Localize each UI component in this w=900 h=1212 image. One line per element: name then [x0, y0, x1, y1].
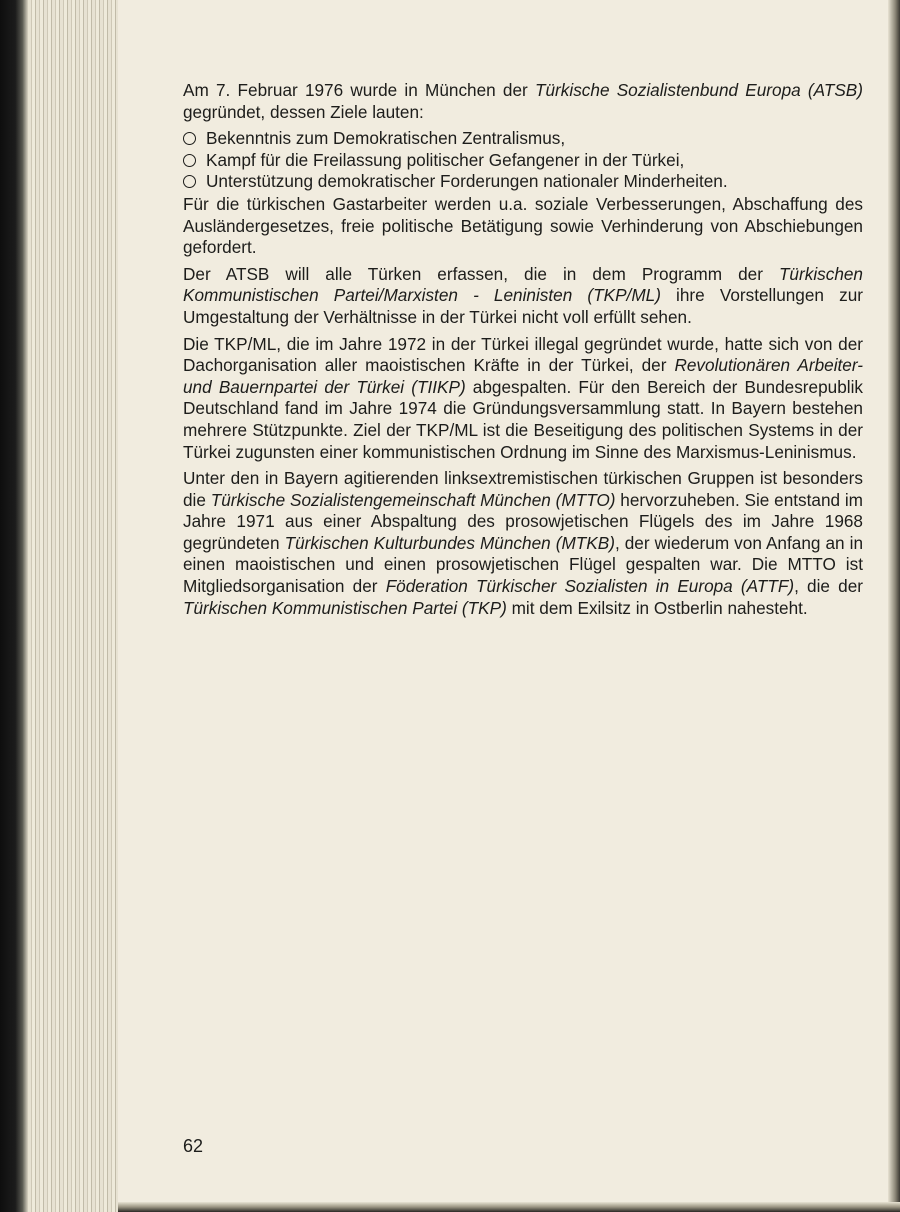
paragraph-mtto: Unter den in Bayern agitierenden linksextremistischen türkischen Gruppen ist besonders die Türkische Sozialistengemeinschaft München (MTTO) hervorzuheben. Sie entstand im Jahre 1971 aus einer Abspaltung des prosowjetischen Flügels des im Jahre 1968 gegründeten Türkischen Kulturbundes München (MTKB), der wiederum von Anfang an in einen maoistischen und einen prosowjetischen Flügel gespalten war. Die MTTO ist Mitgliedsorganisation der Föderation Türkischer Sozialisten in Europa (ATTF), die der Türkischen Kommunistischen Partei (TKP) mit dem Exilsitz in Ostberlin nahesteht. — [183, 468, 864, 618]
circle-bullet-icon — [183, 154, 196, 167]
paragraph-demands: Für die türkischen Gastarbeiter werden u.a. soziale Verbesserungen, Abschaffung des Ausländergesetzes, freie politische Betätigung sowie Verhinderung von Abschiebungen gefordert. — [183, 193, 863, 258]
org-name-atsb: Türkische Sozialistenbund Europa (ATSB) — [535, 80, 863, 100]
list-item: Bekenntnis zum Demokratischen Zentralismus, — [183, 128, 863, 150]
circle-bullet-icon — [183, 132, 196, 145]
paragraph-tkp-ml: Die TKP/ML, die im Jahre 1972 in der Türkei illegal gegründet wurde, hatte sich von der Dachorganisation aller maoistischen Kräfte in der Türkei, der Revolutionären Arbeiter- und Bauernpartei der Türkei (TIIKP) abgespalten. Für den Bereich der Bundesrepublik Deutschland fand im Jahre 1974 die Gründungsversammlung statt. In Bayern bestehen mehrere Stützpunkte. Ziel der TKP/ML ist die Beseitigung des politischen Systems in der Türkei zugunsten einer kommunistischen Ordnung im Sinne des Marxismus-Leninismus. — [183, 333, 863, 462]
list-item: Kampf für die Freilassung politischer Gefangener in der Türkei, — [183, 150, 863, 172]
org-name-tkp: Türkischen Kommunistischen Partei (TKP) — [183, 597, 507, 618]
book-page — [118, 0, 888, 1202]
page-right-edge — [888, 0, 900, 1212]
org-name-tiikp: Revolutionären Arbeiter- und Bauernpartei der Türkei (TIIKP) — [183, 355, 863, 397]
page-number: 62 — [183, 1136, 204, 1156]
paragraph-atsb-founding: Am 7. Februar 1976 wurde in München der Türkische Sozialistenbund Europa (ATSB) gegründet, dessen Ziele lauten: — [183, 80, 863, 122]
org-name-mtto: Türkische Sozialistengemeinschaft München (MTTO) — [210, 489, 616, 510]
book-spine-shadow — [0, 0, 28, 1212]
paragraph-atsb-goals: Der ATSB will alle Türken erfassen, die in dem Programm der Türkischen Kommunistischen Partei/Marxisten - Leninisten (TKP/ML) ihre Vorstellungen zur Umgestaltung der Verhältnisse in der Türkei nicht voll erfüllt sehen. — [183, 263, 863, 327]
org-name-mtkb: Türkischen Kulturbundes München (MTKB) — [284, 532, 615, 553]
org-name-attf: Föderation Türkischer Sozialisten in Europa (ATTF) — [385, 576, 795, 597]
circle-bullet-icon — [183, 175, 196, 188]
page-bottom-edge — [118, 1202, 900, 1212]
body-text — [183, 80, 863, 624]
list-item: Unterstützung demokratischer Forderungen nationaler Minderheiten. — [183, 171, 863, 193]
page-stack-edge — [28, 0, 118, 1212]
org-name-tkp-ml: Türkischen Kommunistischen Partei/Marxisten - Leninisten (TKP/ML) — [183, 263, 863, 306]
